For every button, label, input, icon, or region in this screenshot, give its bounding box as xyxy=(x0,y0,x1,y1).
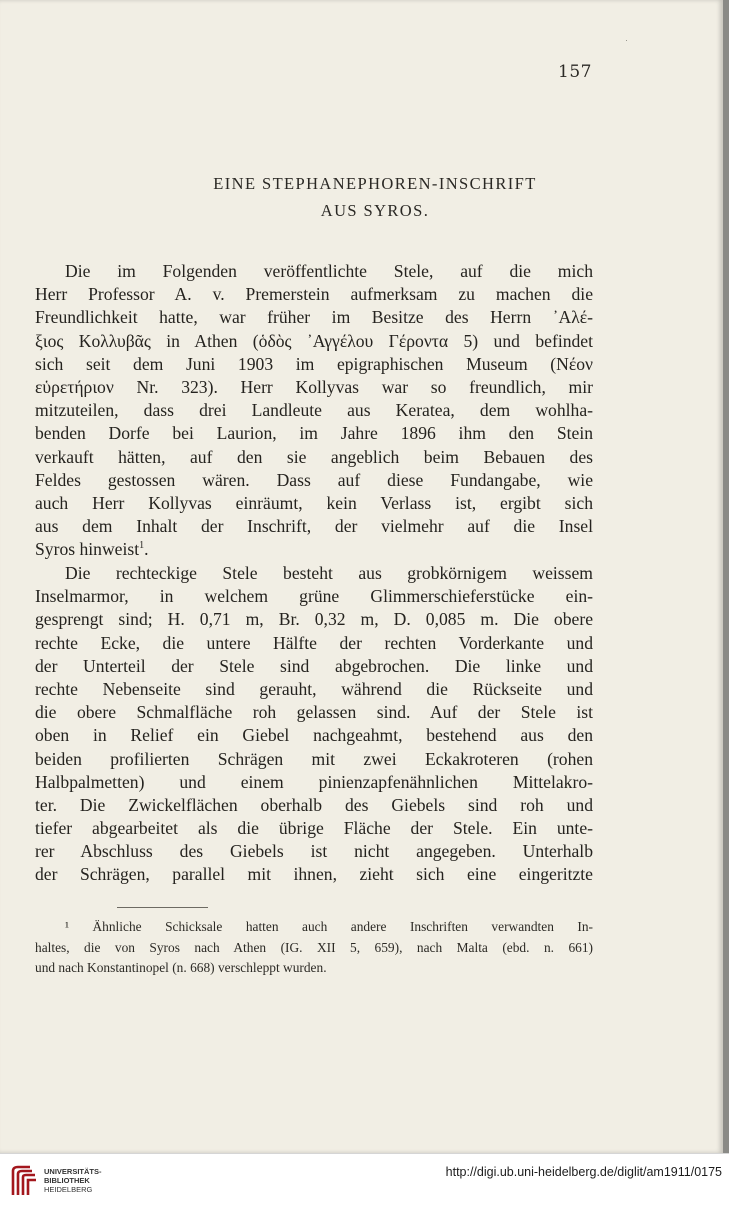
text-line: Freundlichkeit hatte, war früher im Besitze des Herrn ᾽Αλέ- xyxy=(35,307,593,328)
text-line: εὑρετήριον Nr. 323). Herr Kollyvas war so freundlich, mir xyxy=(35,376,593,397)
article-title: EINE STEPHANEPHOREN-INSCHRIFT xyxy=(213,174,537,193)
text-line: Die im Folgenden veröffentlichte Stele, auf die mich xyxy=(65,261,593,281)
article-subtitle: AUS SYROS. xyxy=(320,201,430,220)
text-line: ξιος Κολλυβᾶς in Athen (ὁδὸς ᾽Αγγέλου Γέροντα 5) und befindet xyxy=(35,330,593,351)
text-line: ter. Die Zwickelflächen oberhalb des Giebels sind roh und xyxy=(35,794,593,815)
paragraph-2 xyxy=(35,562,593,887)
footnote-line: und nach Konstantinopel (n. 668) verschleppt wurden. xyxy=(35,960,327,975)
text-line: die obere Schmalfläche roh gelassen sind. Auf der Stele ist xyxy=(35,702,593,723)
text-line: Herr Professor A. v. Premerstein aufmerksam zu machen die xyxy=(35,284,593,305)
text-line: rer Abschluss des Giebels ist nicht angegeben. Unterhalb xyxy=(35,841,593,862)
text-line-last: Syros hinweist$^1$. xyxy=(35,539,149,560)
library-name xyxy=(44,1167,102,1194)
text-line: beiden profilierten Schrägen mit zwei Eckakroteren (rohen xyxy=(35,748,593,769)
text-line: Inselmarmor, in welchem grüne Glimmerschieferstücke ein- xyxy=(35,586,593,607)
library-line: BIBLIOTHEK xyxy=(44,1176,90,1185)
text-line: auch Herr Kollyvas einräumt, kein Verlass ist, ergibt sich xyxy=(35,492,593,513)
text-line: Die rechteckige Stele besteht aus grobkörnigem weissem xyxy=(65,563,593,583)
university-library-logo-icon[interactable] xyxy=(10,1165,38,1197)
text-line: rechte Ecke, die untere Hälfte der rechten Vorderkante und xyxy=(35,632,593,653)
text-line: Syros hinweist xyxy=(35,539,140,560)
text-line: Halbpalmetten) und einem pinienzapfenähnlichen Mittelakro- xyxy=(35,771,593,792)
library-line: HEIDELBERG xyxy=(44,1185,93,1194)
text-line: der Unterteil der Stele sind abgebrochen. Die linke und xyxy=(35,655,593,676)
text-line: verkauft hätten, auf den sie angeblich beim Bebauen des xyxy=(35,446,593,467)
text-line: oben in Relief ein Giebel nachgeahmt, bestehend aus den xyxy=(35,725,593,746)
permalink-url[interactable]: http://digi.ub.uni-heidelberg.de/diglit/am1911/0175 xyxy=(445,1165,722,1179)
text-line: benden Dorfe bei Laurion, im Jahre 1896 ihm den Stein xyxy=(35,423,593,444)
text-line: mitzuteilen, dass drei Landleute aus Keratea, dem wohlha- xyxy=(35,400,593,421)
text-line: aus dem Inhalt der Inschrift, der vielmehr auf die Insel xyxy=(35,516,593,537)
page-number: 157 xyxy=(558,62,592,82)
page-speck xyxy=(626,40,627,41)
text-line: Feldes gestossen wären. Dass auf diese Fundangabe, wie xyxy=(35,469,593,490)
paragraph-1 xyxy=(35,260,593,561)
viewer-footer xyxy=(0,1153,729,1208)
footnote-reference[interactable]: 1 xyxy=(139,540,145,552)
library-line: UNIVERSITÄTS- xyxy=(44,1167,102,1176)
footnote xyxy=(35,917,593,979)
footnote-line: ¹ Ähnliche Schicksale hatten auch andere Inschriften verwandten In- xyxy=(65,919,593,934)
text-line: rechte Nebenseite sind gerauht, während die Rückseite und xyxy=(35,678,593,699)
footnote-divider xyxy=(117,907,208,908)
text-line: der Schrägen, parallel mit ihnen, zieht sich eine eingeritzte xyxy=(35,864,593,885)
footnote-line: haltes, die von Syros nach Athen (IG. XII 5, 659), nach Malta (ebd. n. 661) xyxy=(35,939,593,955)
text-line: gesprengt sind; H. 0,71 m, Br. 0,32 m, D. 0,085 m. Die obere xyxy=(35,609,593,630)
text-line: sich seit dem Juni 1903 im epigraphischen Museum (Νέον xyxy=(35,353,593,374)
text-line: tiefer abgearbeitet als die übrige Fläche der Stele. Ein unte- xyxy=(35,818,593,839)
